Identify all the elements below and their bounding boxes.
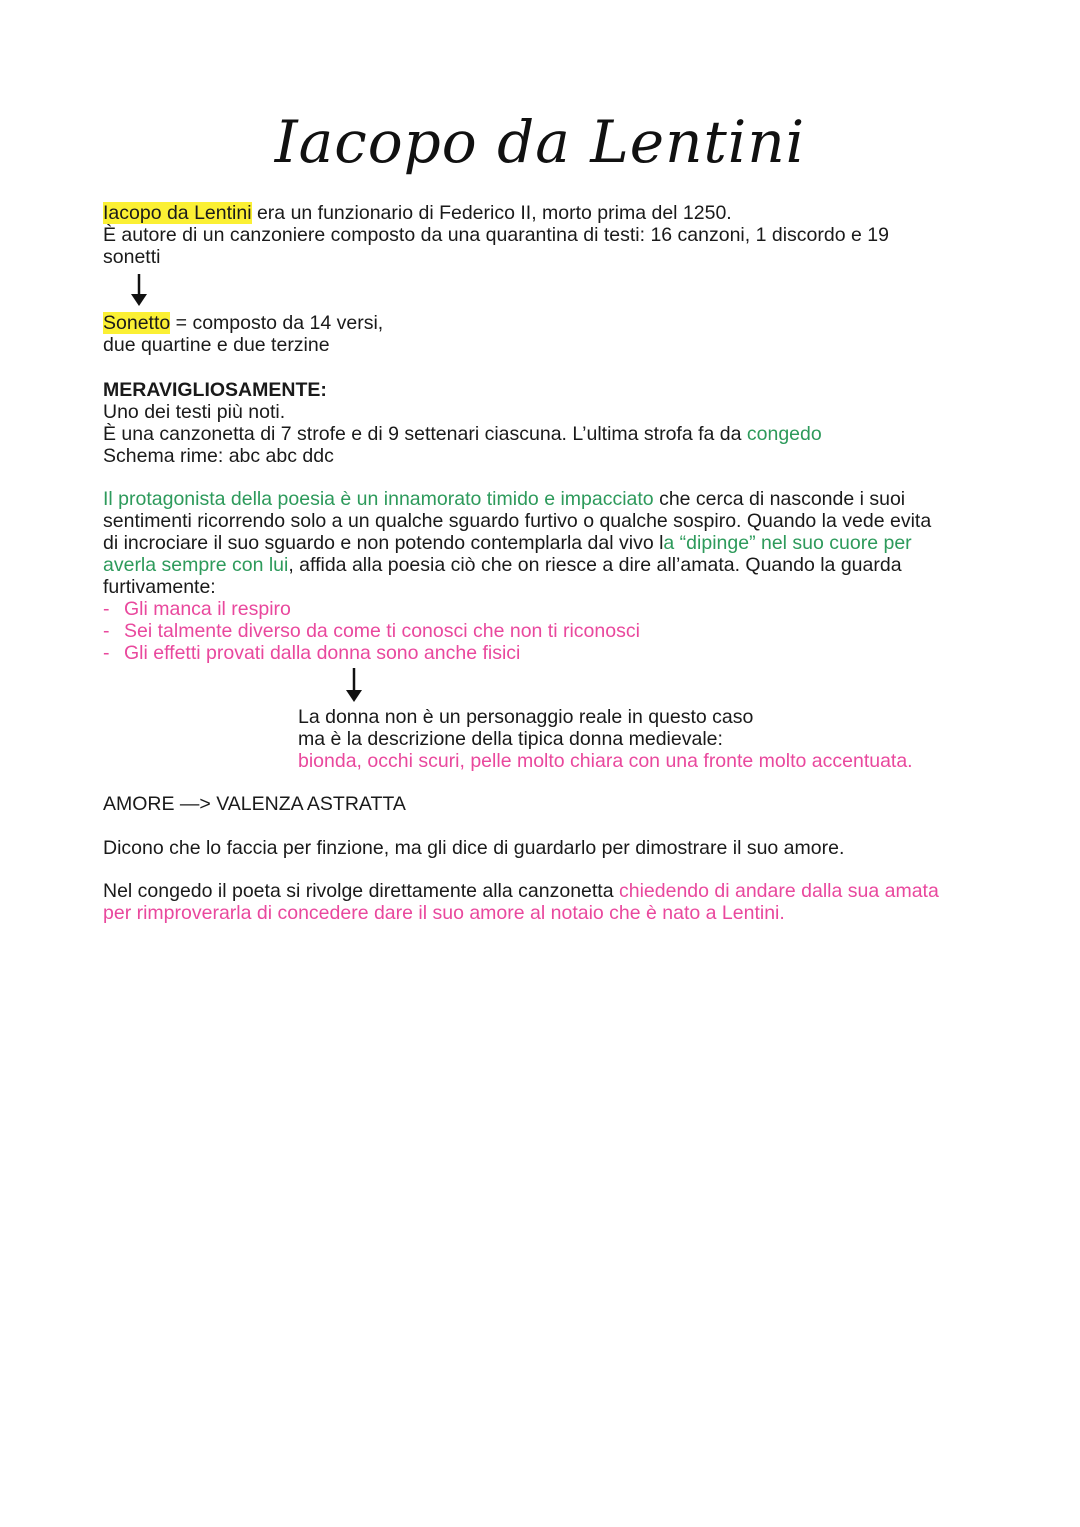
congedo-line-1: Nel congedo il poeta si rivolge direttamente alla canzonetta chiedendo di andare dalla sua amata — [103, 880, 939, 902]
donna-line-2: ma è la descrizione della tipica donna medievale: — [298, 728, 723, 750]
section-heading: MERAVIGLIOSAMENTE: — [103, 379, 327, 401]
dicono-line: Dicono che lo faccia per finzione, ma gli dice di guardarlo per dimostrare il suo amore. — [103, 837, 845, 859]
list-item: - Gli effetti provati dalla donna sono anche fisici — [103, 642, 521, 664]
intro-line-1: Iacopo da Lentini era un funzionario di Federico II, morto prima del 1250. — [103, 202, 732, 224]
intro-line-2: È autore di un canzoniere composto da una quarantina di testi: 16 canzoni, 1 discordo e 19 — [103, 224, 889, 246]
protag-line-4: averla sempre con lui, affida alla poesia ciò che on riesce a dire all’amata. Quando la guarda — [103, 554, 902, 576]
protag-line-3: di incrociare il suo sguardo e non potendo contemplarla dal vivo la “dipinge” nel suo cuore per — [103, 532, 912, 554]
protag-line-5: furtivamente: — [103, 576, 216, 598]
down-arrow-icon — [128, 272, 150, 308]
sonetto-term: Sonetto — [103, 312, 171, 334]
donna-line-3: bionda, occhi scuri, pelle molto chiara con una fronte molto accentuata. — [298, 750, 913, 772]
amore-line: AMORE —> VALENZA ASTRATTA — [103, 793, 406, 815]
sonetto-line-2: due quartine e due terzine — [103, 334, 330, 356]
intro-line-3: sonetti — [103, 246, 161, 268]
list-item: - Sei talmente diverso da come ti conosci che non ti riconosci — [103, 620, 640, 642]
meraviglio-line-2: È una canzonetta di 7 strofe e di 9 settenari ciascuna. L’ultima strofa fa da congedo — [103, 423, 822, 445]
meraviglio-line-1: Uno dei testi più noti. — [103, 401, 286, 423]
donna-line-1: La donna non è un personaggio reale in questo caso — [298, 706, 754, 728]
name-highlight: Iacopo da Lentini — [103, 202, 252, 224]
page-title: Iacopo da Lentini — [274, 108, 806, 176]
protag-line-1: Il protagonista della poesia è un innamorato timido e impacciato che cerca di nasconde i suoi — [103, 488, 906, 510]
congedo-line-2: per rimproverarla di concedere dare il suo amore al notaio che è nato a Lentini. — [103, 902, 785, 924]
list-item: - Gli manca il respiro — [103, 598, 291, 620]
protag-line-2: sentimenti ricorrendo solo a un qualche sguardo furtivo o qualche sospiro. Quando la vede evita — [103, 510, 932, 532]
down-arrow-icon — [343, 666, 365, 704]
meraviglio-line-3: Schema rime: abc abc ddc — [103, 445, 334, 467]
sonetto-line-1: Sonetto = composto da 14 versi, — [103, 312, 384, 334]
